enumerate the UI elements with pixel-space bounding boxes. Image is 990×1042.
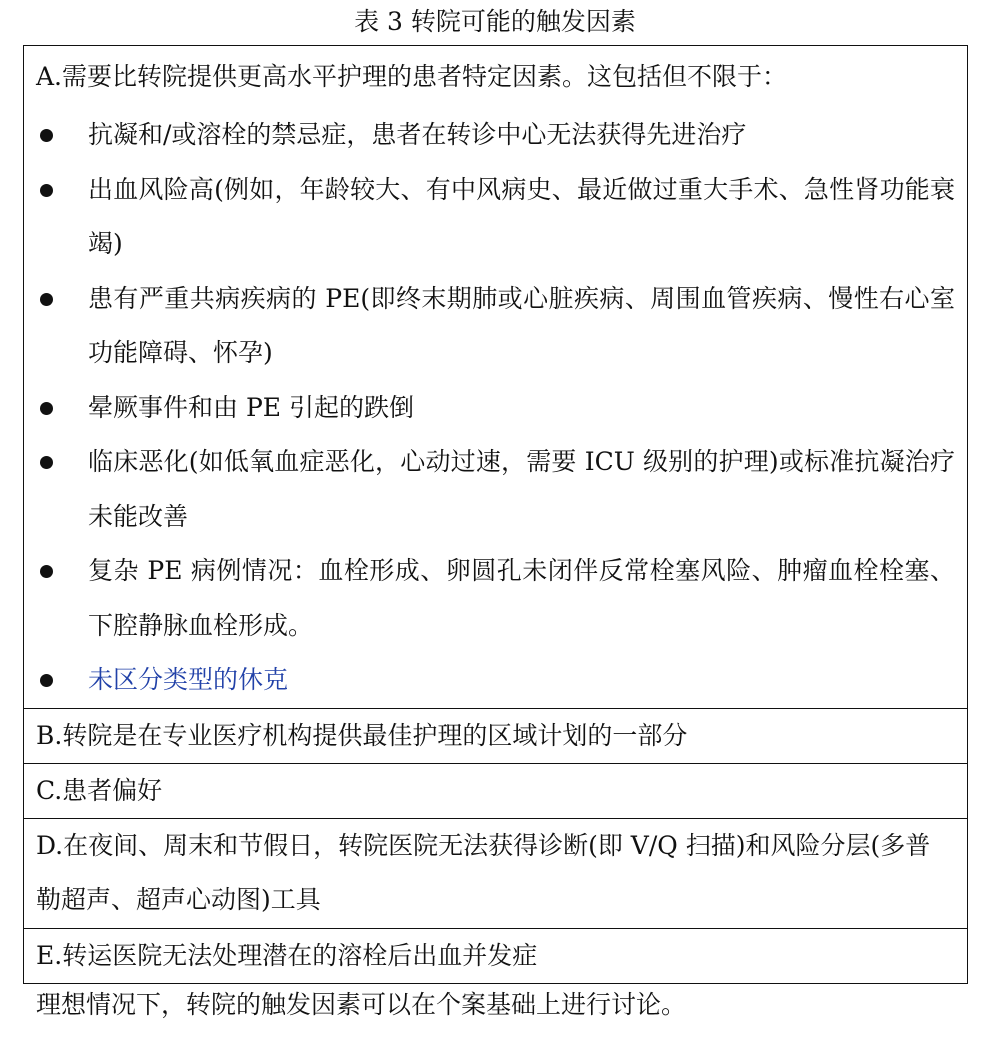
table-row-e: E.转运医院无法处理潜在的溶栓后出血并发症 xyxy=(24,928,967,983)
table-caption: 表 3 转院可能的触发因素 xyxy=(354,7,636,36)
trigger-factors-table xyxy=(23,45,968,984)
footer-note: 理想情况下，转院的触发因素可以在个案基础上进行讨论。 xyxy=(36,990,687,1019)
bullet-item: 晕厥事件和由 PE 引起的跌倒 xyxy=(36,381,955,436)
section-a-bullet-list xyxy=(36,108,955,708)
table-row-d: D.在夜间、周末和节假日，转院医院无法获得诊断(即 V/Q 扫描)和风险分层(多普勒超声、超声心动图)工具 xyxy=(24,818,967,928)
table-row-c: C.患者偏好 xyxy=(24,763,967,818)
section-a-heading: A.需要比转院提供更高水平护理的患者特定因素。这包括但不限于： xyxy=(36,62,788,91)
bullet-item: 患有严重共病疾病的 PE(即终末期肺或心脏疾病、周围血管疾病、慢性右心室功能障碍、怀孕) xyxy=(36,272,955,381)
bullet-item: 抗凝和/或溶栓的禁忌症，患者在转诊中心无法获得先进治疗 xyxy=(36,108,955,163)
bullet-item: 临床恶化(如低氧血症恶化，心动过速，需要 ICU 级别的护理)或标准抗凝治疗未能改善 xyxy=(36,435,955,544)
bullet-item: 复杂 PE 病例情况：血栓形成、卵圆孔未闭伴反常栓塞风险、肿瘤血栓栓塞、下腔静脉血栓形成。 xyxy=(36,544,955,653)
table-row-a xyxy=(24,46,967,708)
table-row-b: B.转院是在专业医疗机构提供最佳护理的区域计划的一部分 xyxy=(24,708,967,763)
bullet-item: 出血风险高(例如，年龄较大、有中风病史、最近做过重大手术、急性肾功能衰竭) xyxy=(36,163,955,272)
bullet-item-highlighted: 未区分类型的休克 xyxy=(36,653,955,708)
